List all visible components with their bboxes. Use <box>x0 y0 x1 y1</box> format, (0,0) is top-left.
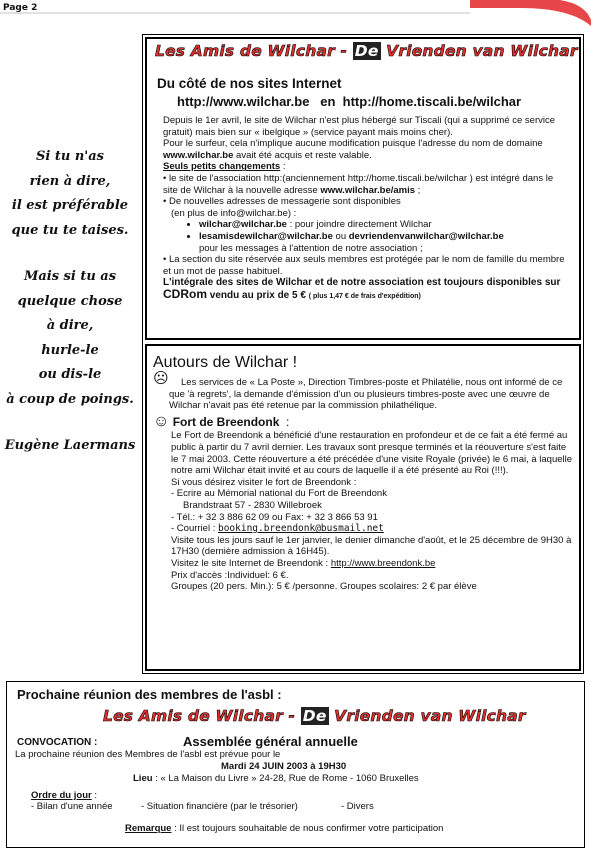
meeting-heading: Prochaine réunion des membres de l'asbl : <box>17 687 282 702</box>
page-header-tab <box>0 0 591 26</box>
assembly-title: Assemblée général annuelle <box>183 734 358 749</box>
association-logo-bottom: Les Amis de Wilchar - De Vrienden van Wilchar <box>103 707 526 725</box>
email-item: • lesamisdewilchar@wilchar.be ou devriendenvanwilchar@wilchar.be pour les messages à l'attention de notre association ; <box>199 231 565 254</box>
fort-hours: Visite tous les jours sauf le 1er janvier, le denier dimanche d'août, et le 25 décembre de 9H30 à 17H30 (dernière admission à 16H45). <box>171 534 572 558</box>
sad-face-icon: ☹ <box>153 370 169 387</box>
sites-urls: http://www.wilchar.be en http://home.tiscali.be/wilchar <box>177 94 522 109</box>
cdrom-note: L'intégrale des sites de Wilchar et de notre association est toujours disponibles sur CDRom vendu au prix de 5 € ( plus 1,47 € de frais d'expédition) <box>163 277 561 301</box>
quote-part-1 <box>0 145 140 243</box>
quote-author: Eugène Laermans <box>4 438 136 453</box>
agenda-item: - Situation financière (par le trésorier) <box>141 801 298 812</box>
fort-address: Brandstraat 57 - 2830 Willebroek <box>183 499 322 511</box>
meeting-date: Mardi 24 JUIN 2003 à 19H30 <box>221 761 347 772</box>
agenda-item: - Divers <box>341 801 374 812</box>
fort-address: - Ecrire au Mémorial national du Fort de Breendonk <box>171 488 387 500</box>
fort-price: Groupes (20 pers. Min.): 5 € /personne. Groupes scolaires: 2 € par élève <box>171 581 477 593</box>
fort-price: Prix d'accès :Individuel: 6 €. <box>171 569 289 581</box>
autours-box <box>145 344 581 671</box>
fort-details <box>153 430 573 592</box>
meeting-box <box>6 681 585 848</box>
sites-box <box>145 37 581 340</box>
change-item: • De nouvelles adresses de messagerie sont disponibles <box>163 196 401 208</box>
quote-line: que tu te taises. <box>11 222 129 238</box>
quote-block <box>0 145 140 459</box>
meeting-intro: La prochaine réunion des Membres de l'asbl est prévue pour le <box>15 749 281 760</box>
quote-line: ou dis-le <box>38 367 102 382</box>
quote-part-2 <box>0 265 140 412</box>
change-item: • le site de l'association http:(anciennement http://home.tiscali.be/wilchar ) est intégré dans le site de Wilchar à la nouvelle adresse www.wilchar.be/amis ; <box>163 172 554 196</box>
fort-phone: - Tél.: + 32 3 886 62 09 ou Fax: + 32 3 866 53 91 <box>171 511 378 523</box>
sites-paragraph: Pour le surfeur, cela n'implique aucune modification puisque l'adresse du nom de domaine www.wilchar.be avait été acquis et reste valable. <box>163 138 543 161</box>
fort-site-row: Visitez le site Internet de Breendonk : http://www.breendonk.be <box>171 557 436 569</box>
quote-line: quelque chose <box>17 293 123 309</box>
email-link[interactable]: wilchar@wilchar.be <box>199 219 287 231</box>
quote-line: il est préférable <box>11 198 129 213</box>
fort-paragraph: Le Fort de Breendonk a bénéficié d'une restauration en profondeur et de ce fait a été fermé au public à partir du 7 avril dernier. Les travaux sont presque terminés et la réouverture s'est faite le 7 mai 2003. Cette réouverture a été précédée d'une visite Royale (privée) le 6 mai, à laquelle notre ami Wilchar était invité et au cours de laquelle il a été présenté au Roi (!!!). <box>171 430 573 477</box>
fort-email-link[interactable]: booking.breendonk@busmail.net <box>217 523 384 535</box>
quote-line: à coup de poings. <box>6 391 134 407</box>
agenda-item: - Bilan d'une année <box>31 801 113 812</box>
sites-paragraph: Depuis le 1er avril, le site de Wilchar n'est plus hébergé sur Tiscali (qui a supprimé ce service gratuit) mais bien sur « ibelgique » (service payant mais moins cher). <box>163 115 556 138</box>
email-list <box>163 219 565 254</box>
remark: Remarque : Il est toujours souhaitable de nous confirmer votre participation <box>125 823 444 834</box>
email-link[interactable]: devriendenvanwilchar@wilchar.be <box>348 230 504 242</box>
fort-site-link[interactable]: http://www.breendonk.be <box>330 557 436 569</box>
email-item: • wilchar@wilchar.be : pour joindre directement Wilchar <box>199 219 565 231</box>
association-logo: Les Amis de Wilchar - De Vrienden van Wilchar <box>155 42 578 60</box>
email-link[interactable]: lesamisdewilchar@wilchar.be <box>199 230 333 242</box>
fort-title-row: ☺ Fort de Breendonk : <box>153 412 290 430</box>
sites-heading: Du côté de nos sites Internet <box>157 76 342 91</box>
fort-email-row: - Courriel : booking.breendonk@busmail.net <box>171 523 384 535</box>
changes-heading: Seuls petits changements : <box>163 161 286 173</box>
fort-paragraph: Si vous désirez visiter le fort de Breendonk : <box>171 476 357 488</box>
quote-line: hurle-le <box>41 342 99 358</box>
poste-item: ☹ Les services de « La Poste », Direction Timbres-poste et Philatélie, nous ont informé de ce que 'à regrets', la demande d'émission d'un ou plusieurs timbres-poste avec une œuvre de Wilchar n'avait pas été retenue par la commission philathélique. <box>153 370 563 412</box>
quote-line: Si tu n'as <box>35 149 104 164</box>
quote-line: rien à dire, <box>29 173 111 189</box>
quote-line: Mais si tu as <box>23 269 117 284</box>
change-item-sub: (en plus de info@wilchar.be) : <box>171 207 297 219</box>
change-item: • La section du site réservée aux seuls membres est protégée par le nom de famille du membre et un mot de passe habituel. <box>163 254 565 277</box>
page-number: Page 2 <box>3 3 38 13</box>
quote-line: à dire, <box>46 318 94 333</box>
autours-body <box>153 370 573 593</box>
agenda-label: Ordre du jour : <box>31 790 97 801</box>
autours-heading: Autours de Wilchar ! <box>153 354 298 371</box>
happy-face-icon: ☺ <box>153 412 170 430</box>
meeting-place: Lieu : « La Maison du Livre » 24-28, Rue de Rome - 1060 Bruxelles <box>133 773 419 784</box>
convocation-label: CONVOCATION : <box>17 737 98 748</box>
sites-body <box>163 115 565 303</box>
